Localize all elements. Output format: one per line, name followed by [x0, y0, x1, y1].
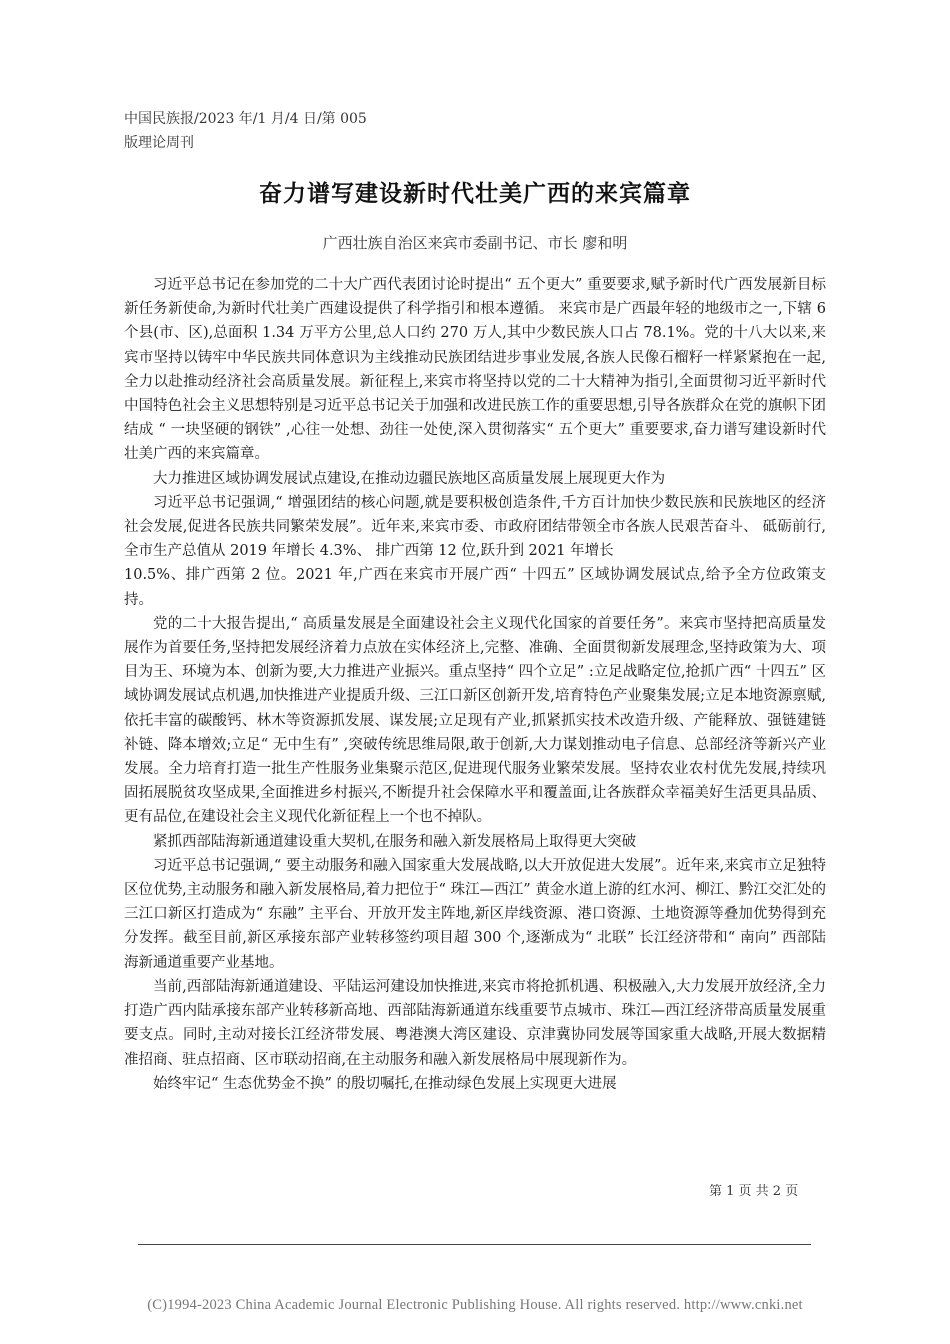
source-line-2: 版理论周刊 — [124, 135, 194, 151]
paragraph: 习近平总书记强调,“ 增强团结的核心问题,就是要积极创造条件,千方百计加快少数民族和民族地区的经济社会发展,促进各民族共同繁荣发展”。近年来,来宾市委、市政府团结带领全市各族人民艰苦奋斗、 砥砺前行,全市生产总值从 2019 年增长 4.3%、 排广西第 12 位,跃升到 2021 年增长 — [124, 494, 826, 560]
copyright-footer: (C)1994-2023 China Academic Journal Electronic Publishing House. All rights reserved. http://www.cnki.net — [147, 1297, 803, 1313]
source-header — [124, 107, 367, 155]
paragraph: 10.5%、排广西第 2 位。2021 年,广西在来宾市开展广西“ 十四五” 区域协调发展试点,给予全方位政策支持。 — [124, 567, 826, 608]
section-heading: 始终牢记“ 生态优势金不换” 的殷切嘱托,在推动绿色发展上实现更大进展 — [153, 1075, 617, 1092]
page-indicator: 第 1 页 共 2 页 — [709, 1184, 799, 1199]
footer-divider — [138, 1244, 811, 1245]
paragraph: 党的二十大报告提出,“ 高质量发展是全面建设社会主义现代化国家的首要任务”。来宾市坚持把高质量发展作为首要任务,坚持把发展经济着力点放在实体经济上,完整、准确、全面贯彻新发展理念,坚持政策为大、项目为王、环境为本、创新为要,大力推进产业振兴。重点坚持“ 四个立足” :立足战略定位,抢抓广西“ 十四五” 区域协调发展试点机遇,加快推进产业提质升级、三江口新区创新开发,培育特色产业聚集发展;立足本地资源禀赋,依托丰富的碳酸钙、林木等资源抓发展、谋发展;立足现有产业,抓紧抓实技术改造升级、产能释放、强链建链补链、降本增效;立足“ 无中生有” ,突破传统思维局限,敢于创新,大力谋划推动电子信息、总部经济等新兴产业发展。全力培育打造一批生产性服务业集聚示范区,促进现代服务业繁荣发展。坚持农业农村优先发展,持续巩固拓展脱贫攻坚成果,全面推进乡村振兴,不断提升社会保障水平和覆盖面,让各族群众幸福美好生活更具品质、更有品位,在建设社会主义现代化新征程上一个也不掉队。 — [124, 615, 826, 826]
paragraph: 当前,西部陆海新通道建设、平陆运河建设加快推进,来宾市将抢抓机遇、积极融入,大力发展开放经济,全力打造广西内陆承接东部产业转移新高地、西部陆海新通道东线重要节点城市、珠江—西江经济带高质量发展重要支点。同时,主动对接长江经济带发展、粤港澳大湾区建设、京津冀协同发展等国家重大战略,开展大数据精准招商、驻点招商、区市联动招商,在主动服务和融入新发展格局中展现新作为。 — [124, 978, 826, 1068]
section-heading: 紧抓西部陆海新通道建设重大契机,在服务和融入新发展格局上取得更大突破 — [153, 833, 637, 850]
article-author: 广西壮族自治区来宾市委副书记、市长 廖和明 — [322, 234, 628, 252]
paragraph: 习近平总书记在参加党的二十大广西代表团讨论时提出“ 五个更大” 重要要求,赋予新时代广西发展新目标新任务新使命,为新时代壮美广西建设提供了科学指引和根本遵循。 来宾市是广西最年轻的地级市之一,下辖 6 个县(市、区),总面积 1.34 万平方公里,总人口约 270 万人,其中少数民族人口占 78.1%。党的十八大以来,来宾市坚持以铸牢中华民族共同体意识为主线推动民族团结进步事业发展,各族人民像石榴籽一样紧紧抱在一起,全力以赴推动经济社会高质量发展。新征程上,来宾市将坚持以党的二十大精神为指引,全面贯彻习近平新时代中国特色社会主义思想特别是习近平总书记关于加强和改进民族工作的重要思想,引导各族群众在党的旗帜下团结成 “ 一块坚硬的钢铁” ,心往一处想、劲往一处使,深入贯彻落实“ 五个更大” 重要要求,奋力谱写建设新时代壮美广西的来宾篇章。 — [124, 277, 826, 463]
paragraph: 习近平总书记强调,“ 要主动服务和融入国家重大发展战略,以大开放促进大发展”。近年来,来宾市立足独特区位优势,主动服务和融入新发展格局,着力把位于“ 珠江—西江” 黄金水道上游的红水河、柳江、黔江交汇处的三江口新区打造成为“ 东融” 主平台、开放开发主阵地,新区岸线资源、港口资源、土地资源等叠加优势得到充分发挥。截至目前,新区承接东部产业转移签约项目超 300 个,逐渐成为“ 北联” 长江经济带和“ 南向” 西部陆海新通道重要产业基地。 — [124, 857, 826, 971]
source-line-1: 中国民族报/2023 年/1 月/4 日/第 005 — [124, 111, 367, 127]
article-body — [124, 273, 826, 1096]
section-heading: 大力推进区域协调发展试点建设,在推动边疆民族地区高质量发展上展现更大作为 — [153, 470, 666, 487]
article-title: 奋力谱写建设新时代壮美广西的来宾篇章 — [259, 180, 691, 207]
